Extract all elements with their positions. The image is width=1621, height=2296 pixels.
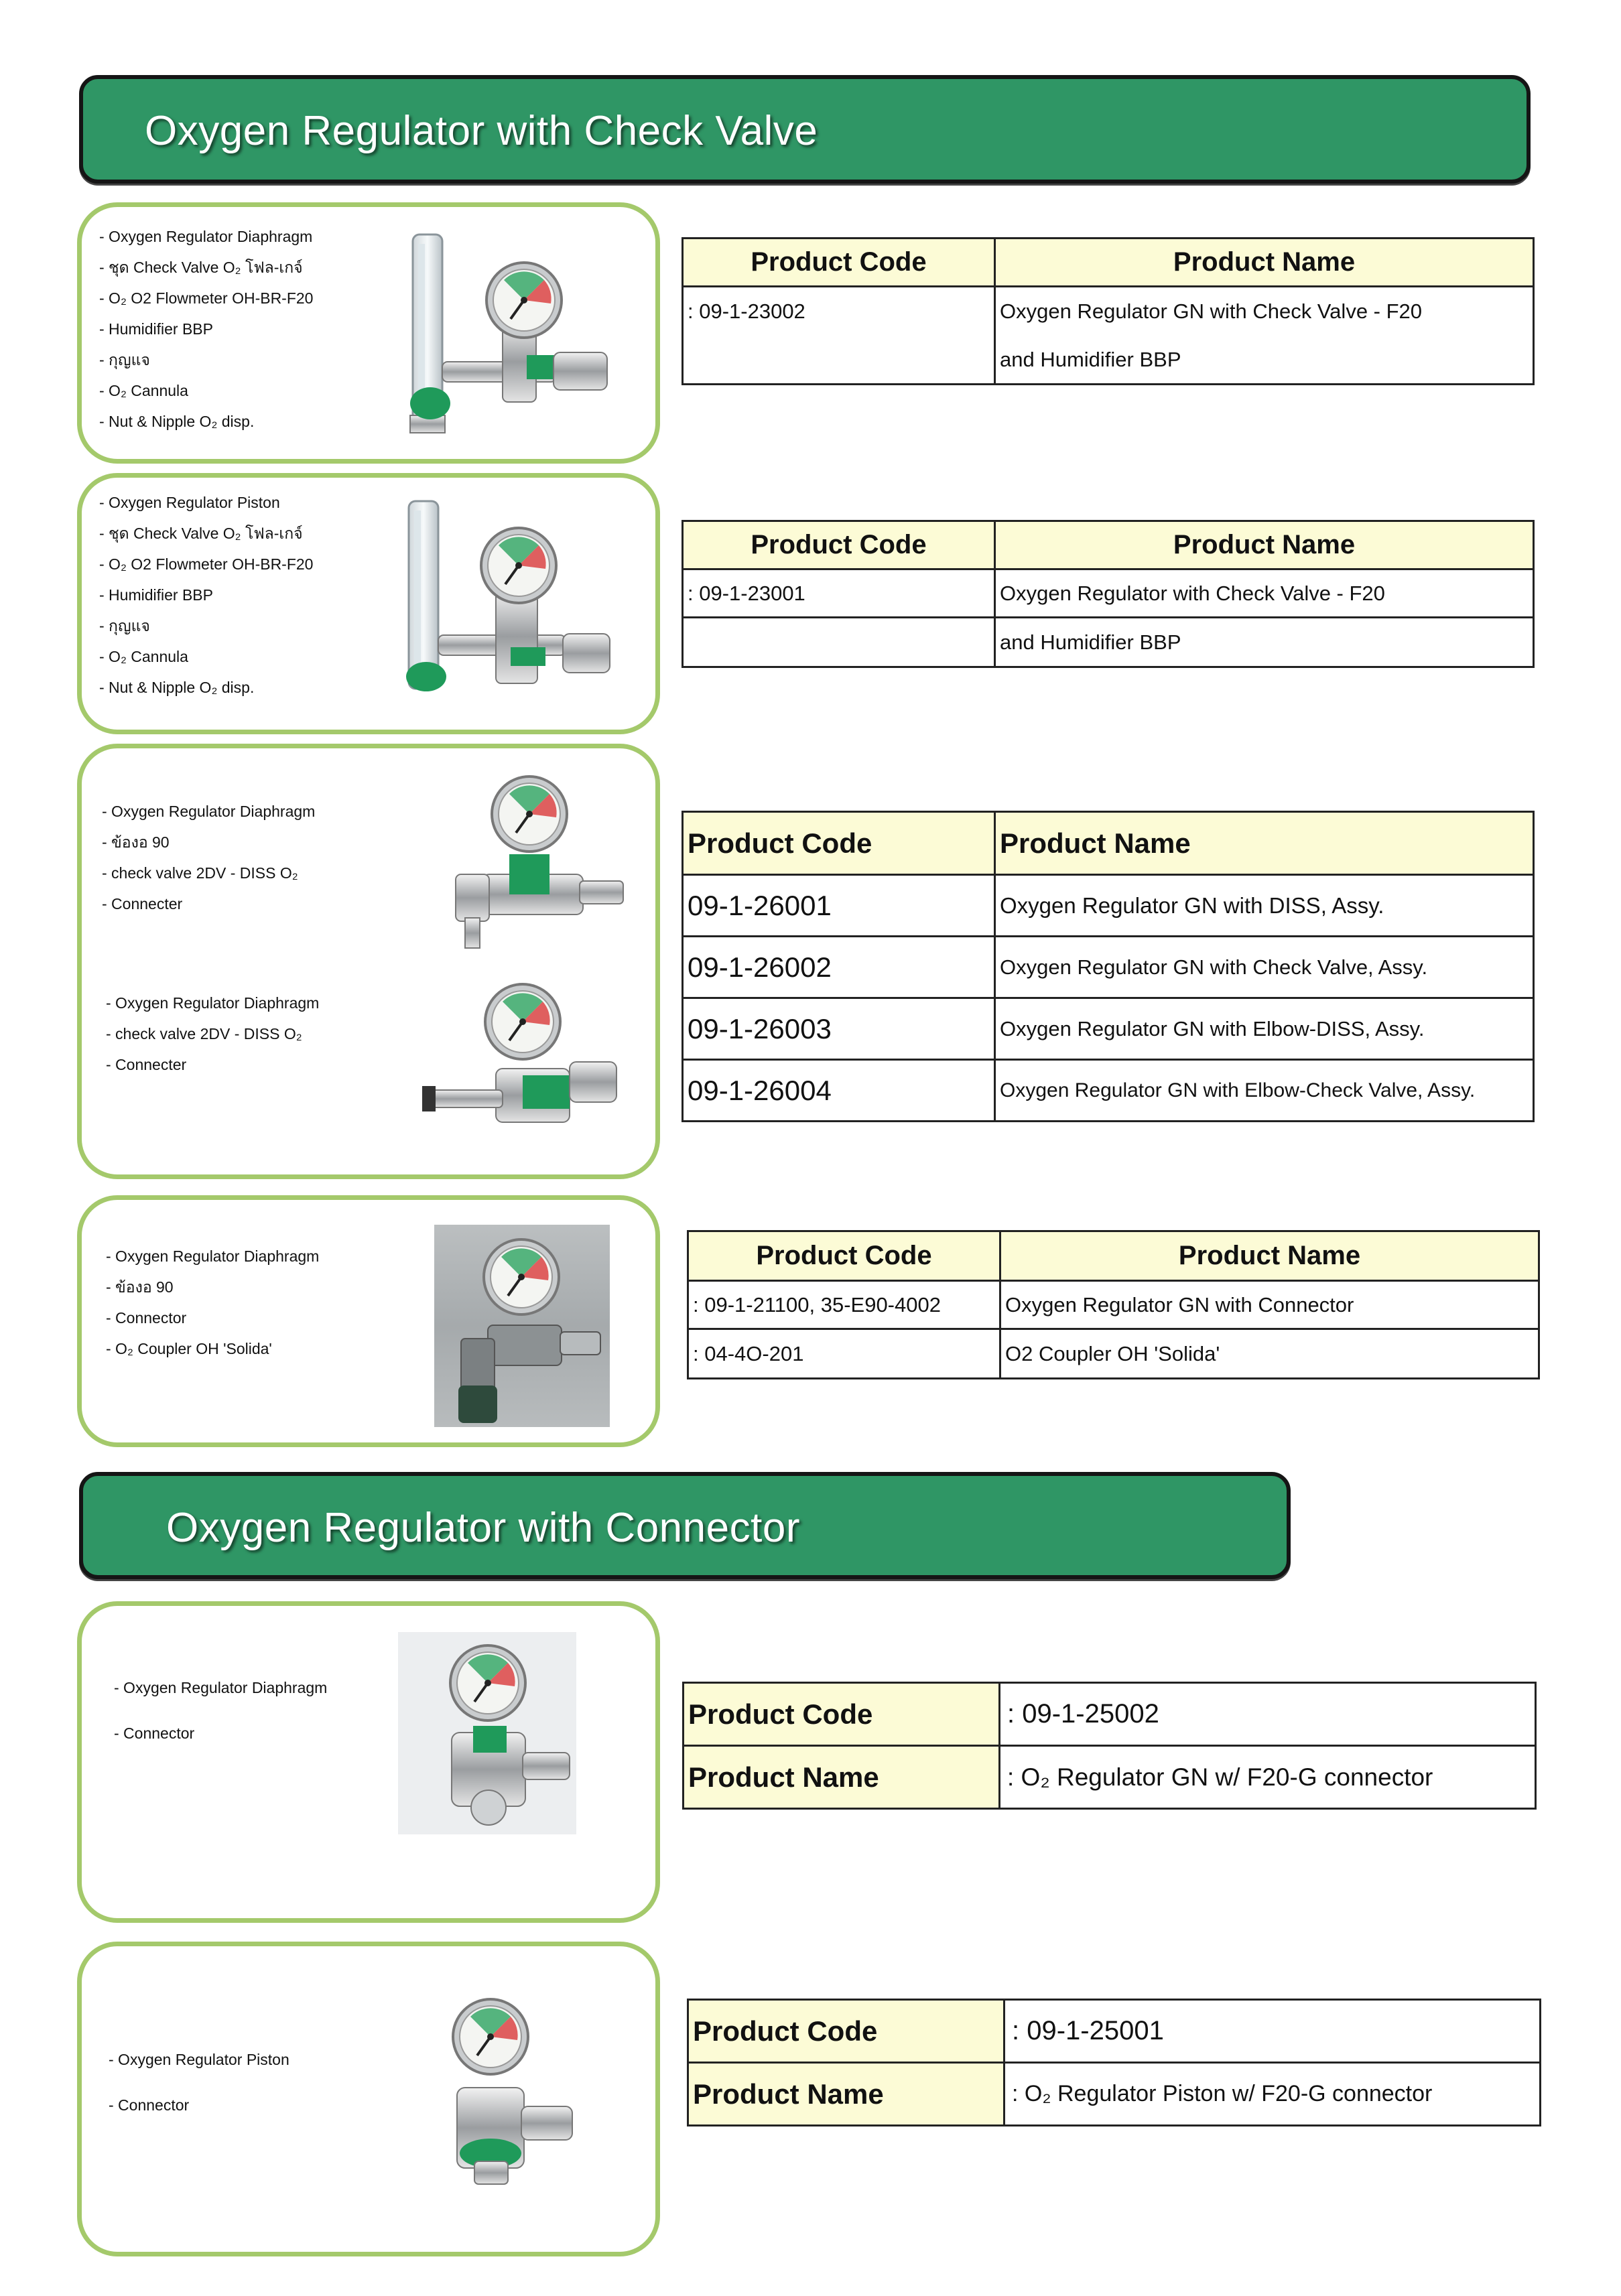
feature-item: - Oxygen Regulator Piston <box>109 2051 289 2068</box>
feature-item: - Humidifier BBP <box>99 320 213 338</box>
product-name-line: Oxygen Regulator GN with Check Valve - F20 <box>1000 299 1423 323</box>
header-product-code: Product Code <box>683 521 995 569</box>
product-code: : 09-1-23001 <box>683 569 995 618</box>
header-product-code: Product Code <box>683 812 995 875</box>
product-name: Oxygen Regulator GN with DISS, Assy. <box>995 875 1534 937</box>
regulator-check-valve-image <box>422 975 630 1142</box>
feature-item: - Connector <box>114 1725 195 1742</box>
feature-item: - Nut & Nipple O₂ disp. <box>99 413 255 430</box>
feature-item: - O₂ O2 Flowmeter OH-BR-F20 <box>99 289 314 307</box>
feature-item: - O₂ Cannula <box>99 648 188 665</box>
product-code: 09-1-26004 <box>683 1060 995 1122</box>
product-code: : 09-1-21100, 35-E90-4002 <box>688 1281 1000 1329</box>
feature-item: - check valve 2DV - DISS O₂ <box>102 864 298 882</box>
feature-item: - Connector <box>109 2096 190 2114</box>
product-name-line: and Humidifier BBP <box>1000 348 1181 371</box>
product-code: 09-1-26003 <box>683 998 995 1060</box>
product-name-line: Oxygen Regulator with Check Valve - F20 <box>995 569 1534 618</box>
section-title: Oxygen Regulator with Connector <box>166 1505 800 1551</box>
product-name <box>995 287 1534 385</box>
header-product-code: Product Code <box>683 239 995 287</box>
product-code: : 09-1-25001 <box>1004 2000 1541 2063</box>
feature-item: - ชุด Check Valve O₂ โฟล-เกจ์ <box>99 525 303 542</box>
feature-list <box>99 487 313 703</box>
feature-item: - ข้องอ 90 <box>102 833 170 851</box>
feature-item: - O₂ Cannula <box>99 382 188 399</box>
product-name: Oxygen Regulator GN with Elbow-Check Valve, Assy. <box>995 1060 1534 1122</box>
feature-list <box>106 1241 319 1364</box>
feature-item: - Connecter <box>106 1056 187 1073</box>
section-banner-connector <box>79 1472 1291 1579</box>
product-name: : O₂ Regulator Piston w/ F20-G connector <box>1004 2063 1541 2126</box>
product-table <box>682 811 1535 1122</box>
feature-item: - Humidifier BBP <box>99 586 213 604</box>
feature-item: - O₂ Coupler OH 'Solida' <box>106 1340 272 1357</box>
section-banner-check-valve <box>79 75 1531 184</box>
header-product-name: Product Name <box>995 812 1534 875</box>
product-name: Oxygen Regulator GN with Check Valve, Assy. <box>995 937 1534 998</box>
label-product-name: Product Name <box>688 2063 1004 2126</box>
feature-list <box>106 988 319 1080</box>
feature-list <box>114 1665 327 1756</box>
feature-item: - Oxygen Regulator Diaphragm <box>106 994 320 1012</box>
feature-item: - Nut & Nipple O₂ disp. <box>99 679 255 696</box>
feature-item: - ชุด Check Valve O₂ โฟล-เกจ์ <box>99 259 303 276</box>
feature-item: - กุญแจ <box>99 351 150 368</box>
feature-item: - Oxygen Regulator Diaphragm <box>99 228 313 245</box>
feature-list <box>109 2037 289 2128</box>
feature-item: - Oxygen Regulator Diaphragm <box>106 1247 320 1265</box>
product-table <box>682 520 1535 668</box>
feature-item: - Oxygen Regulator Diaphragm <box>114 1679 328 1696</box>
product-table <box>682 1682 1537 1810</box>
product-code: 09-1-26001 <box>683 875 995 937</box>
regulator-elbow-diss-image <box>442 774 630 955</box>
label-product-code: Product Code <box>684 1683 1000 1746</box>
regulator-piston-flowmeter-image <box>395 496 623 710</box>
product-table <box>687 1230 1540 1379</box>
feature-item: - Oxygen Regulator Piston <box>99 494 280 511</box>
feature-list <box>99 221 313 437</box>
empty-cell <box>683 618 995 667</box>
product-name: O2 Coupler OH 'Solida' <box>1000 1329 1539 1379</box>
regulator-diaphragm-connector-photo <box>398 1632 576 1834</box>
product-table <box>687 1999 1541 2126</box>
product-name: Oxygen Regulator GN with Elbow-DISS, Assy. <box>995 998 1534 1060</box>
product-name-line: and Humidifier BBP <box>995 618 1534 667</box>
product-code: 09-1-26002 <box>683 937 995 998</box>
product-name: : O₂ Regulator GN w/ F20-G connector <box>1000 1746 1536 1809</box>
product-code: : 09-1-25002 <box>1000 1683 1536 1746</box>
product-code: : 09-1-23002 <box>683 287 995 385</box>
feature-item: - O₂ O2 Flowmeter OH-BR-F20 <box>99 555 314 573</box>
product-table <box>682 237 1535 385</box>
feature-item: - Connecter <box>102 895 183 913</box>
regulator-piston-connector-image <box>401 1987 595 2188</box>
header-product-name: Product Name <box>1000 1231 1539 1281</box>
regulator-flowmeter-image <box>395 228 623 442</box>
feature-list <box>102 796 315 919</box>
feature-item: - Oxygen Regulator Diaphragm <box>102 803 316 820</box>
product-code: : 04-4O-201 <box>688 1329 1000 1379</box>
label-product-code: Product Code <box>688 2000 1004 2063</box>
product-name: Oxygen Regulator GN with Connector <box>1000 1281 1539 1329</box>
feature-item: - ข้องอ 90 <box>106 1278 174 1296</box>
section-title: Oxygen Regulator with Check Valve <box>145 108 818 154</box>
header-product-name: Product Name <box>995 521 1534 569</box>
feature-item: - Connector <box>106 1309 187 1327</box>
feature-item: - check valve 2DV - DISS O₂ <box>106 1025 302 1042</box>
feature-item: - กุญแจ <box>99 617 150 634</box>
header-product-name: Product Name <box>995 239 1534 287</box>
label-product-name: Product Name <box>684 1746 1000 1809</box>
regulator-coupler-photo <box>434 1225 610 1427</box>
header-product-code: Product Code <box>688 1231 1000 1281</box>
